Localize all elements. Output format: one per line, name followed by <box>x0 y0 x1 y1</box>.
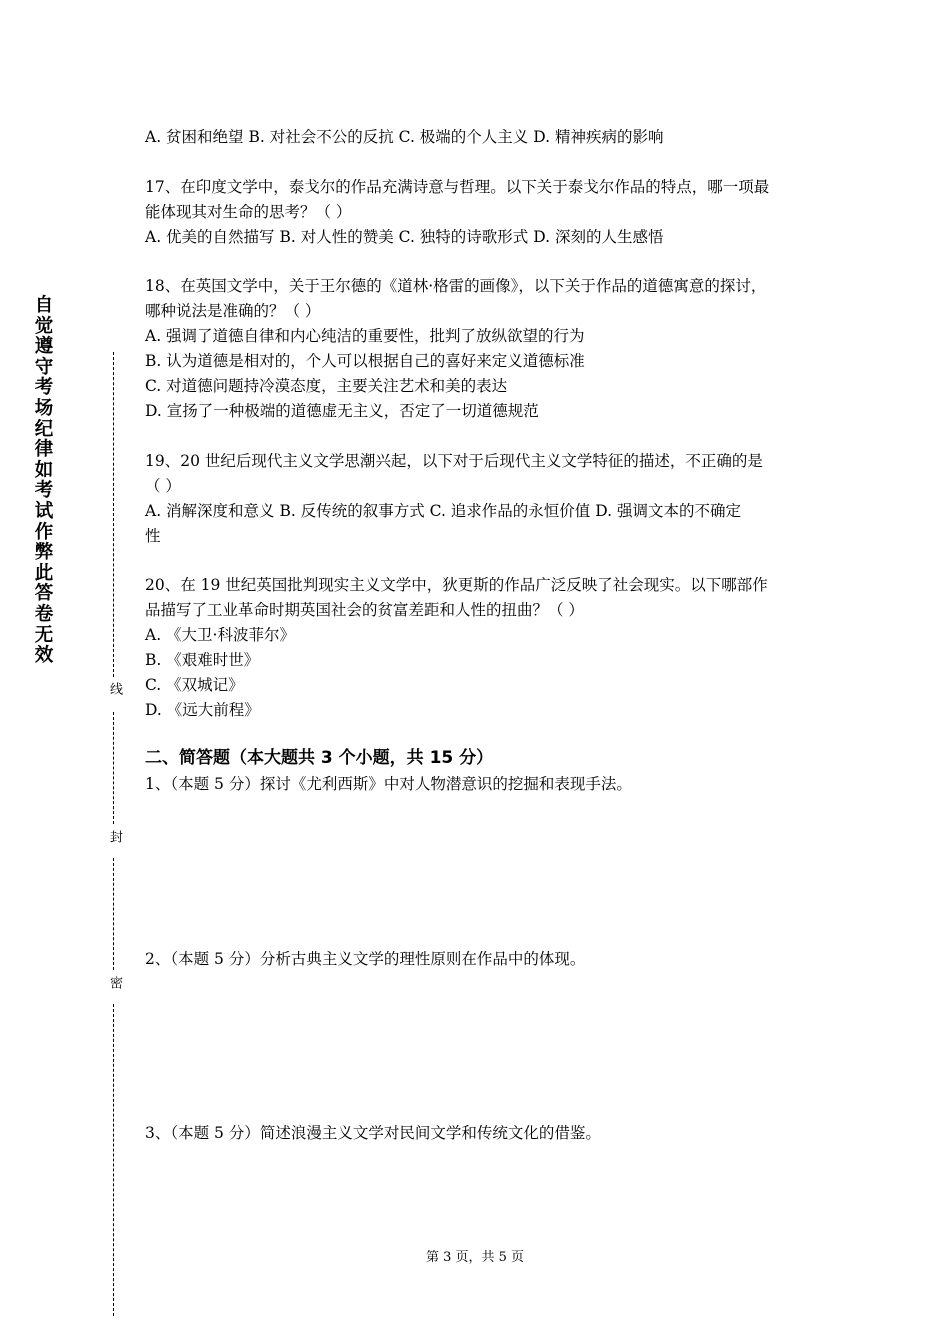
binding-dashed-line <box>113 712 114 824</box>
short-answer-q2: 2、（本题 5 分）分析古典主义文学的理性原则在作品中的体现。 <box>145 950 586 968</box>
q20-option-b: B. 《艰难时世》 <box>145 651 260 669</box>
notice-char: 答 <box>34 583 54 605</box>
binding-dashed-line <box>113 858 114 970</box>
binding-dashed-line <box>113 1004 114 1316</box>
q18-option-c: C. 对道德问题持冷漠态度，主要关注艺术和美的表达 <box>145 377 508 395</box>
binding-dashed-line <box>113 352 114 677</box>
q20-option-c: C. 《双城记》 <box>145 676 244 694</box>
notice-char: 遵 <box>34 336 54 358</box>
notice-char: 自 <box>34 295 54 316</box>
notice-char: 律 <box>34 439 54 461</box>
q17-options: A. 优美的自然描写 B. 对人性的赞美 C. 独特的诗歌形式 D. 深刻的人生感悟 <box>145 228 664 246</box>
notice-char: 弊 <box>34 542 54 564</box>
q18-option-a: A. 强调了道德自律和内心纯洁的重要性，批判了放纵欲望的行为 <box>145 327 585 345</box>
margin-label-line: 线 <box>107 682 122 695</box>
q17-stem-line1: 17、在印度文学中，泰戈尔的作品充满诗意与哲理。以下关于泰戈尔作品的特点，哪一项最 <box>145 178 770 196</box>
q20-stem-line1: 20、在 19 世纪英国批判现实主义文学中，狄更斯的作品广泛反映了社会现实。以下哪部作 <box>145 576 768 594</box>
q20-option-a: A. 《大卫·科波菲尔》 <box>145 626 295 644</box>
q16-options: A. 贫困和绝望 B. 对社会不公的反抗 C. 极端的个人主义 D. 精神疾病的影响 <box>145 128 664 146</box>
q19-stem-line2: （ ） <box>145 477 181 495</box>
section-title: 二、简答题（本大题共 3 个小题，共 15 分） <box>145 748 494 768</box>
q19-options-line2: 性 <box>145 527 161 545</box>
notice-char: 场 <box>34 397 54 419</box>
notice-char: 卷 <box>34 603 54 625</box>
exam-discipline-notice <box>32 296 56 667</box>
notice-char: 纪 <box>34 418 54 440</box>
margin-label-seal: 封 <box>107 830 122 843</box>
q18-option-d: D. 宣扬了一种极端的道德虚无主义，否定了一切道德规范 <box>145 402 539 420</box>
notice-char: 效 <box>34 645 54 667</box>
notice-char: 守 <box>34 356 54 378</box>
q19-options-line1: A. 消解深度和意义 B. 反传统的叙事方式 C. 追求作品的永恒价值 D. 强调文本的不确定 <box>145 502 741 520</box>
q18-stem-line2: 哪种说法是准确的？（ ） <box>145 302 321 320</box>
notice-char: 作 <box>34 521 54 543</box>
q19-stem-line1: 19、20 世纪后现代主义文学思潮兴起，以下对于后现代主义文学特征的描述，不正确的是 <box>145 452 763 470</box>
short-answer-q3: 3、（本题 5 分）简述浪漫主义文学对民间文学和传统文化的借鉴。 <box>145 1124 601 1142</box>
short-answer-q1: 1、（本题 5 分）探讨《尤利西斯》中对人物潜意识的挖掘和表现手法。 <box>145 775 632 793</box>
page-number: 第 3 页，共 5 页 <box>425 1250 525 1265</box>
q17-stem-line2: 能体现其对生命的思考？（ ） <box>145 203 352 221</box>
notice-char: 如 <box>34 459 54 481</box>
notice-char: 此 <box>34 562 54 584</box>
q20-option-d: D. 《远大前程》 <box>145 701 260 719</box>
notice-char: 试 <box>34 500 54 522</box>
notice-char: 考 <box>34 480 54 502</box>
notice-char: 无 <box>34 624 54 646</box>
q18-option-b: B. 认为道德是相对的，个人可以根据自己的喜好来定义道德标准 <box>145 352 585 370</box>
notice-char: 觉 <box>34 315 54 337</box>
q20-stem-line2: 品描写了工业革命时期英国社会的贫富差距和人性的扭曲？（ ） <box>145 601 584 619</box>
notice-char: 考 <box>34 377 54 399</box>
margin-label-secret: 密 <box>107 976 122 989</box>
q18-stem-line1: 18、在英国文学中，关于王尔德的《道林·格雷的画像》，以下关于作品的道德寓意的探讨， <box>145 277 767 295</box>
